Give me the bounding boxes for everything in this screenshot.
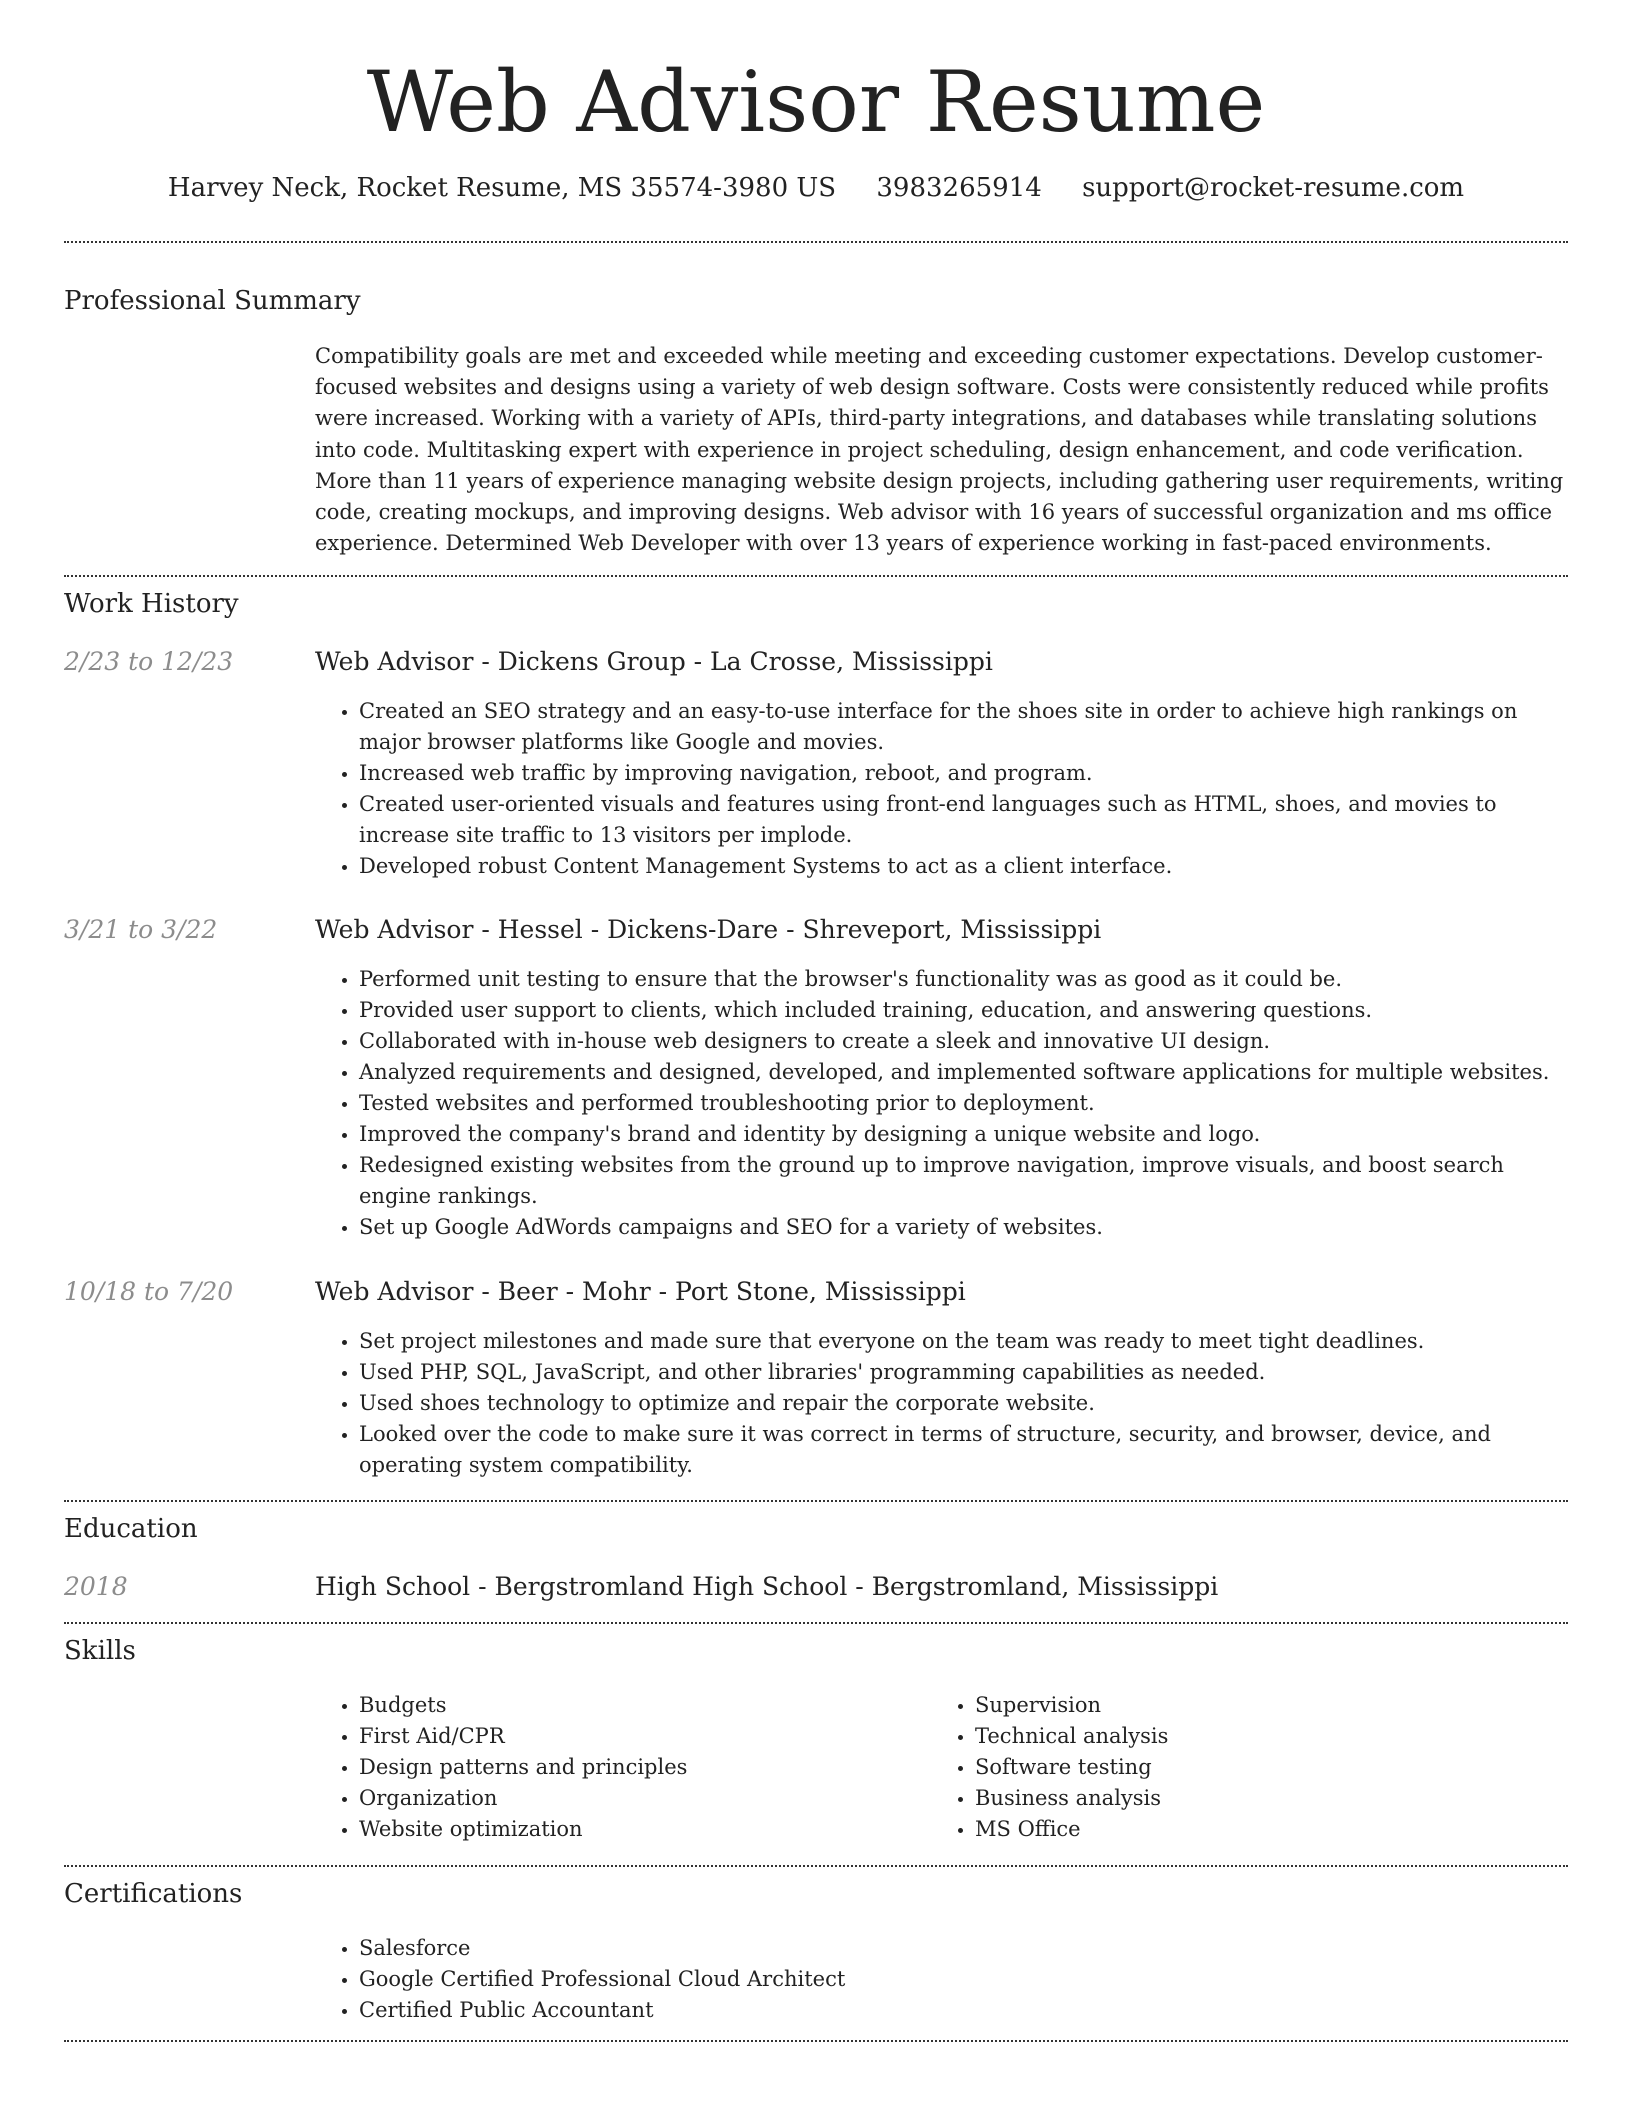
- list-item: • Looked over the code to make sure it was correct in terms of structure, security, and browser, device, and operating system compatibility.: [359, 1419, 1569, 1481]
- list-item: • Certified Public Accountant: [359, 1995, 1569, 2026]
- section-heading-certifications: Certifications: [64, 1879, 243, 1909]
- divider: [64, 1622, 1568, 1624]
- job-title: Web Advisor - Dickens Group - La Crosse, Mississippi: [315, 647, 993, 676]
- list-item: • Software testing: [975, 1752, 1531, 1783]
- list-item: • Budgets: [359, 1690, 915, 1721]
- list-item: • Design patterns and principles: [359, 1752, 915, 1783]
- summary-text: Compatibility goals are met and exceeded while meeting and exceeding customer expectations. Develop customer-focused websites and designs using a variety of web design software. Costs were consistently reduced while profits were increased. Working with a variety of APIs, third-party integrations, and databases while translating solutions into code. Multitasking expert with experience in project scheduling, design enhancement, and code verification. More than 11 years of experience managing website design projects, including gathering user requirements, writing code, creating mockups, and improving designs. Web advisor with 16 years of successful organization and ms office experience. Determined Web Developer with over 13 years of experience working in fast-paced environments.: [315, 344, 1564, 556]
- list-item: • Redesigned existing websites from the ground up to improve navigation, improve visuals, and boost search engine rankings.: [359, 1150, 1569, 1212]
- education-title: High School - Bergstromland High School - Bergstromland, Mississippi: [315, 1572, 1219, 1601]
- list-item: • MS Office: [975, 1814, 1531, 1845]
- list-item: • Website optimization: [359, 1814, 915, 1845]
- list-item: • Created an SEO strategy and an easy-to-use interface for the shoes site in order to achieve high rankings on major browser platforms like Google and movies.: [359, 696, 1569, 758]
- divider: [64, 2040, 1568, 2042]
- list-item: • Performed unit testing to ensure that the browser's functionality was as good as it could be.: [359, 964, 1569, 995]
- skills-list-right: [931, 1690, 1531, 1845]
- list-item: • Google Certified Professional Cloud Architect: [359, 1964, 1569, 1995]
- section-heading-education: Education: [64, 1514, 198, 1544]
- section-heading-skills: Skills: [64, 1636, 136, 1666]
- list-item: • Collaborated with in-house web designers to create a sleek and innovative UI design.: [359, 1026, 1569, 1057]
- list-item: • Used shoes technology to optimize and repair the corporate website.: [359, 1388, 1569, 1419]
- resume-title: Web Advisor Resume: [366, 53, 1266, 151]
- divider: [64, 1500, 1568, 1502]
- list-item: • Organization: [359, 1783, 915, 1814]
- divider: [64, 1865, 1568, 1867]
- list-item: • Improved the company's brand and identity by designing a unique website and logo.: [359, 1119, 1569, 1150]
- list-item: • Tested websites and performed troubleshooting prior to deployment.: [359, 1088, 1569, 1119]
- contact-phone: 3983265914: [876, 173, 1042, 203]
- list-item: • Technical analysis: [975, 1721, 1531, 1752]
- contact-email: support@rocket-resume.com: [1082, 173, 1465, 203]
- skills-list-left: [315, 1690, 915, 1845]
- job-date: 3/21 to 3/22: [64, 915, 218, 944]
- divider: [64, 575, 1568, 577]
- list-item: • Provided user support to clients, which included training, education, and answering questions.: [359, 995, 1569, 1026]
- job-date: 2/23 to 12/23: [64, 647, 234, 676]
- job-bullets: [315, 1326, 1569, 1481]
- section-heading-work: Work History: [64, 589, 239, 619]
- job-title: Web Advisor - Beer - Mohr - Port Stone, Mississippi: [315, 1277, 966, 1306]
- divider: [64, 241, 1568, 243]
- list-item: • Set up Google AdWords campaigns and SEO for a variety of websites.: [359, 1212, 1569, 1243]
- list-item: • Business analysis: [975, 1783, 1531, 1814]
- list-item: • Analyzed requirements and designed, developed, and implemented software applications for multiple websites.: [359, 1057, 1569, 1088]
- list-item: • Set project milestones and made sure that everyone on the team was ready to meet tight deadlines.: [359, 1326, 1569, 1357]
- list-item: • Increased web traffic by improving navigation, reboot, and program.: [359, 758, 1569, 789]
- contact-address: Harvey Neck, Rocket Resume, MS 35574-3980 US: [167, 173, 837, 203]
- certifications-list: [315, 1933, 1569, 2026]
- job-date: 10/18 to 7/20: [64, 1277, 234, 1306]
- job-bullets: [315, 964, 1569, 1243]
- section-heading-summary: Professional Summary: [64, 286, 361, 316]
- list-item: • Used PHP, SQL, JavaScript, and other libraries' programming capabilities as needed.: [359, 1357, 1569, 1388]
- list-item: • Salesforce: [359, 1933, 1569, 1964]
- job-title: Web Advisor - Hessel - Dickens-Dare - Shreveport, Mississippi: [315, 915, 1102, 944]
- list-item: • First Aid/CPR: [359, 1721, 915, 1752]
- list-item: • Created user-oriented visuals and features using front-end languages such as HTML, shoes, and movies to increase site traffic to 13 visitors per implode.: [359, 789, 1569, 851]
- list-item: • Supervision: [975, 1690, 1531, 1721]
- list-item: • Developed robust Content Management Systems to act as a client interface.: [359, 851, 1569, 882]
- contact-line: [0, 170, 1632, 206]
- education-date: 2018: [64, 1572, 128, 1601]
- job-bullets: [315, 696, 1569, 882]
